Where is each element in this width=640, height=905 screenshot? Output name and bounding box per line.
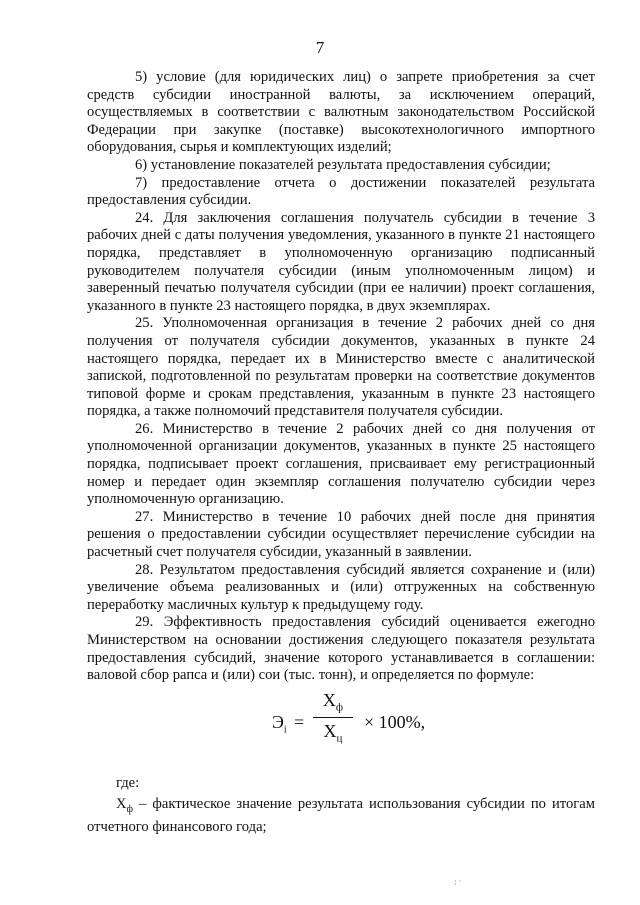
formula-numerator: $Х_ф$ (322, 690, 344, 714)
formula-denominator: $Х_ц$ (323, 720, 343, 745)
paragraph-25: 25. Уполномоченная организация в течение 2 рабочих дней со дня получения от получателя субсидии документов, указанных в пункте 24 настоящего порядка, передает их в Министерство вместе с аналитической запиской, подготовленной по результатам проверки на соответствие документов типовой форме и срокам представления, указанным в пункте 23 настоящего порядка, а также полномочий представителя получателя субсидии. (87, 315, 595, 420)
paragraph-item-6: 6) установление показателей результата предоставления субсидии; (135, 156, 551, 173)
efficiency-formula (272, 690, 492, 754)
paragraph-24: 24. Для заключения соглашения получатель субсидии в течение 3 рабочих дней с даты получения уведомления, указанного в пункте 21 настоящего порядка, представляет в уполномоченную организацию подписанный руководителем получателя субсидии (иным уполномоченным лицом) и заверенный печатью получателя субсидии (при ее наличии) проект соглашения, указанного в пункте 23 настоящего порядка, в двух экземплярах. (87, 209, 595, 314)
paragraph-28: 28. Результатом предоставления субсидий является сохранение и (или) увеличение объема реализованных и (или) отгруженных на собственную переработку масличных культур к предыдущему году. (87, 561, 595, 613)
formula-lhs: $Э_i$ (272, 712, 287, 736)
document-body (87, 69, 595, 685)
paragraph-item-5: 5) условие (для юридических лиц) о запрете приобретения за счет средств субсидии иностранной валюты, за исключением операций, осуществляемых в соответствии с валютным законодательством Российской Федерации при закупке (поставке) высокотехнологичного импортного оборудования, сырья и комплектующих изделий; (87, 69, 595, 156)
formula-rhs: × 100%, (364, 712, 426, 732)
scan-artifact: · · · (454, 877, 462, 889)
paragraph-29: 29. Эффективность предоставления субсидий оценивается ежегодно Министерством на основании достижения следующего показателя результата предоставления субсидий, значение которого устанавливается в соглашении: валовой сбор рапса и (или) сои (тыс. тонн), и определяется по формуле: (87, 614, 595, 684)
where-label: где: (116, 775, 140, 791)
definition-x-fact: $Х_ф$ – фактическое значение результата использования субсидии по итогам отчетного финансового года; (87, 796, 595, 835)
paragraph-item-7: 7) предоставление отчета о достижении показателей результата предоставления субсидии. (87, 174, 595, 209)
formula-equals: = (294, 712, 305, 732)
page-number: 7 (315, 38, 325, 57)
formula-fraction (312, 690, 354, 744)
paragraph-26: 26. Министерство в течение 2 рабочих дней со дня получения от уполномоченной организации документов, указанных в пункте 25 настоящего порядка, подписывает проект соглашения, присваивает ему регистрационный номер и передает один экземпляр соглашения получателю субсидии через уполномоченную организацию. (87, 420, 595, 508)
paragraph-27: 27. Министерство в течение 10 рабочих дней после дня принятия решения о предоставлении субсидии осуществляет перечисление субсидии на расчетный счет получателя субсидии, указанный в заявлении. (87, 508, 595, 561)
